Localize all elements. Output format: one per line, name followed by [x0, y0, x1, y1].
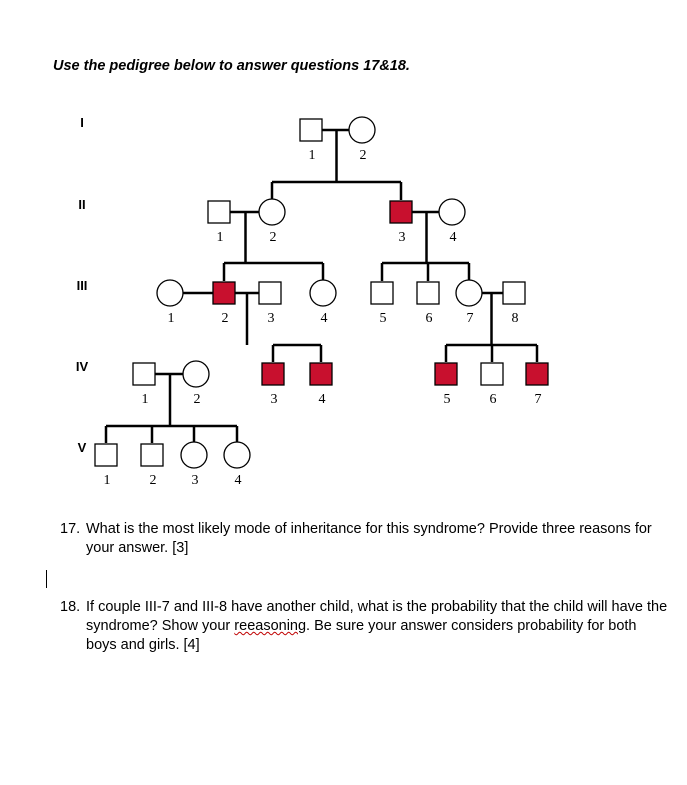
affected-male-symbol: [262, 363, 284, 385]
unaffected-male-symbol: [481, 363, 503, 385]
individual-number: 7: [534, 392, 542, 407]
individual-number: 5: [379, 311, 387, 326]
individual-number: 3: [191, 473, 199, 488]
unaffected-female-symbol: [224, 442, 250, 468]
individual-number: 6: [489, 392, 497, 407]
question-text-part: . Be sure your answer considers probability for both boys and girls. [4]: [86, 618, 637, 653]
misspelled-word: reeasoning: [234, 618, 307, 634]
individual-number: 8: [511, 311, 519, 326]
individual-number: 2: [193, 392, 201, 407]
affected-male-symbol: [435, 363, 457, 385]
unaffected-female-symbol: [456, 280, 482, 306]
unaffected-female-symbol: [181, 442, 207, 468]
unaffected-male-symbol: [95, 444, 117, 466]
individual-number: 1: [167, 311, 175, 326]
affected-male-symbol: [310, 363, 332, 385]
individual-number: 4: [318, 392, 326, 407]
generation-label: II: [78, 197, 86, 212]
unaffected-male-symbol: [133, 363, 155, 385]
unaffected-female-symbol: [349, 117, 375, 143]
individual-number: 4: [449, 230, 457, 245]
generation-label: IV: [75, 359, 89, 374]
individual-number: 2: [269, 230, 277, 245]
individual-number: 2: [149, 473, 157, 488]
question-number: 17.: [60, 521, 81, 537]
generation-label: V: [77, 440, 87, 455]
question-17: [60, 520, 660, 558]
pedigree-symbols: [95, 117, 548, 468]
individual-number: 1: [308, 148, 316, 163]
generation-label: III: [76, 278, 88, 293]
affected-male-symbol: [213, 282, 235, 304]
individual-number: 3: [398, 230, 406, 245]
unaffected-female-symbol: [310, 280, 336, 306]
unaffected-female-symbol: [259, 199, 285, 225]
individual-number: 4: [234, 473, 242, 488]
individual-number: 1: [103, 473, 111, 488]
unaffected-male-symbol: [371, 282, 393, 304]
unaffected-male-symbol: [259, 282, 281, 304]
question-number: 18.: [60, 599, 81, 615]
individual-number: 3: [270, 392, 278, 407]
unaffected-male-symbol: [208, 201, 230, 223]
affected-male-symbol: [390, 201, 412, 223]
unaffected-female-symbol: [439, 199, 465, 225]
individual-number: 1: [216, 230, 224, 245]
question-text-part: If couple III-7 and III-8 have another child, what is the probability that the child will have the syndrome? Show your: [86, 599, 668, 634]
text-cursor: [46, 570, 47, 588]
unaffected-male-symbol: [300, 119, 322, 141]
individual-number: 2: [359, 148, 367, 163]
instructions-heading: Use the pedigree below to answer questions 17&18.: [53, 58, 410, 74]
unaffected-male-symbol: [141, 444, 163, 466]
unaffected-male-symbol: [503, 282, 525, 304]
individual-number: 6: [425, 311, 433, 326]
question-text: What is the most likely mode of inheritance for this syndrome? Provide three reasons for your answer. [3]: [86, 521, 652, 556]
unaffected-female-symbol: [157, 280, 183, 306]
individual-number: 4: [320, 311, 328, 326]
question-18: [60, 598, 670, 655]
individual-number: 3: [267, 311, 275, 326]
generation-label: I: [80, 115, 84, 130]
individual-number: 1: [141, 392, 149, 407]
unaffected-female-symbol: [183, 361, 209, 387]
question-text: [86, 598, 670, 655]
individual-number: 2: [221, 311, 229, 326]
affected-male-symbol: [526, 363, 548, 385]
unaffected-male-symbol: [417, 282, 439, 304]
individual-number: 7: [466, 311, 474, 326]
individual-number: 5: [443, 392, 451, 407]
